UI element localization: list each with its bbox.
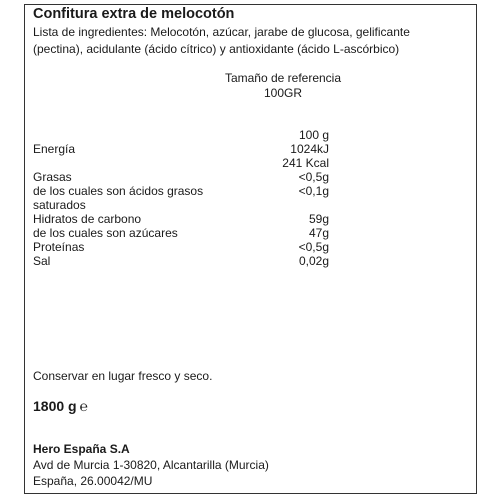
ingredients-line-2: (pectina), acidulante (ácido cítrico) y antioxidante (ácido L-ascórbico) [33,41,400,56]
nutrition-header-row [33,128,463,142]
nutrition-value: <0,5g [298,170,329,184]
product-title: Confitura extra de melocotón [33,6,235,22]
nutrition-label: Sal [33,254,51,268]
nutrition-row-saturated-cont [33,198,463,212]
nutrition-value: 241 Kcal [282,156,329,170]
nutrition-label: saturados [33,198,86,212]
nutrition-value: 59g [308,212,329,226]
nutrition-row-protein [33,240,463,254]
nutrition-row-saturated-fat [33,184,463,198]
nutrition-row-energy-kcal [33,156,463,170]
nutrition-label: de los cuales son ácidos grasos [33,184,204,198]
nutrition-label: Grasas [33,170,72,184]
storage-instructions: Conservar en lugar fresco y seco. [33,369,213,383]
ingredients-line-1: Lista de ingredientes: Melocotón, azúcar, jarabe de glucosa, gelificante [33,25,410,39]
nutrition-value: 47g [308,226,329,240]
nutrition-row-carbohydrates [33,212,463,226]
nutrition-row-fat [33,170,463,184]
nutrition-label: Energía [33,142,76,156]
nutrition-value: <0,5g [298,240,329,254]
nutrition-value: <0,1g [298,184,329,198]
reference-size-label: Tamaño de referencia [224,71,342,85]
nutrition-label: de los cuales son azúcares [33,226,178,240]
company-name: Hero España S.A [33,442,130,456]
nutrition-row-sugars [33,226,463,240]
nutrition-label: Hidratos de carbono [33,212,142,226]
ingredients-list [33,24,463,57]
company-address: Avd de Murcia 1-30820, Alcantarilla (Murcia) [33,458,269,472]
reference-size-value: 100GR [263,86,303,100]
nutrition-value: 0,02g [298,254,329,268]
nutrition-row-energy-kj [33,142,463,156]
net-weight [33,398,88,414]
nutrition-row-salt [33,254,463,268]
nutrition-value: 1024kJ [290,142,329,156]
net-weight-value: 1800 g [33,398,77,414]
estimated-sign-icon: ℮ [79,398,88,414]
nutrition-header: 100 g [298,128,329,142]
nutrition-label: Proteínas [33,240,85,254]
company-registry: España, 26.00042/MU [33,474,153,488]
